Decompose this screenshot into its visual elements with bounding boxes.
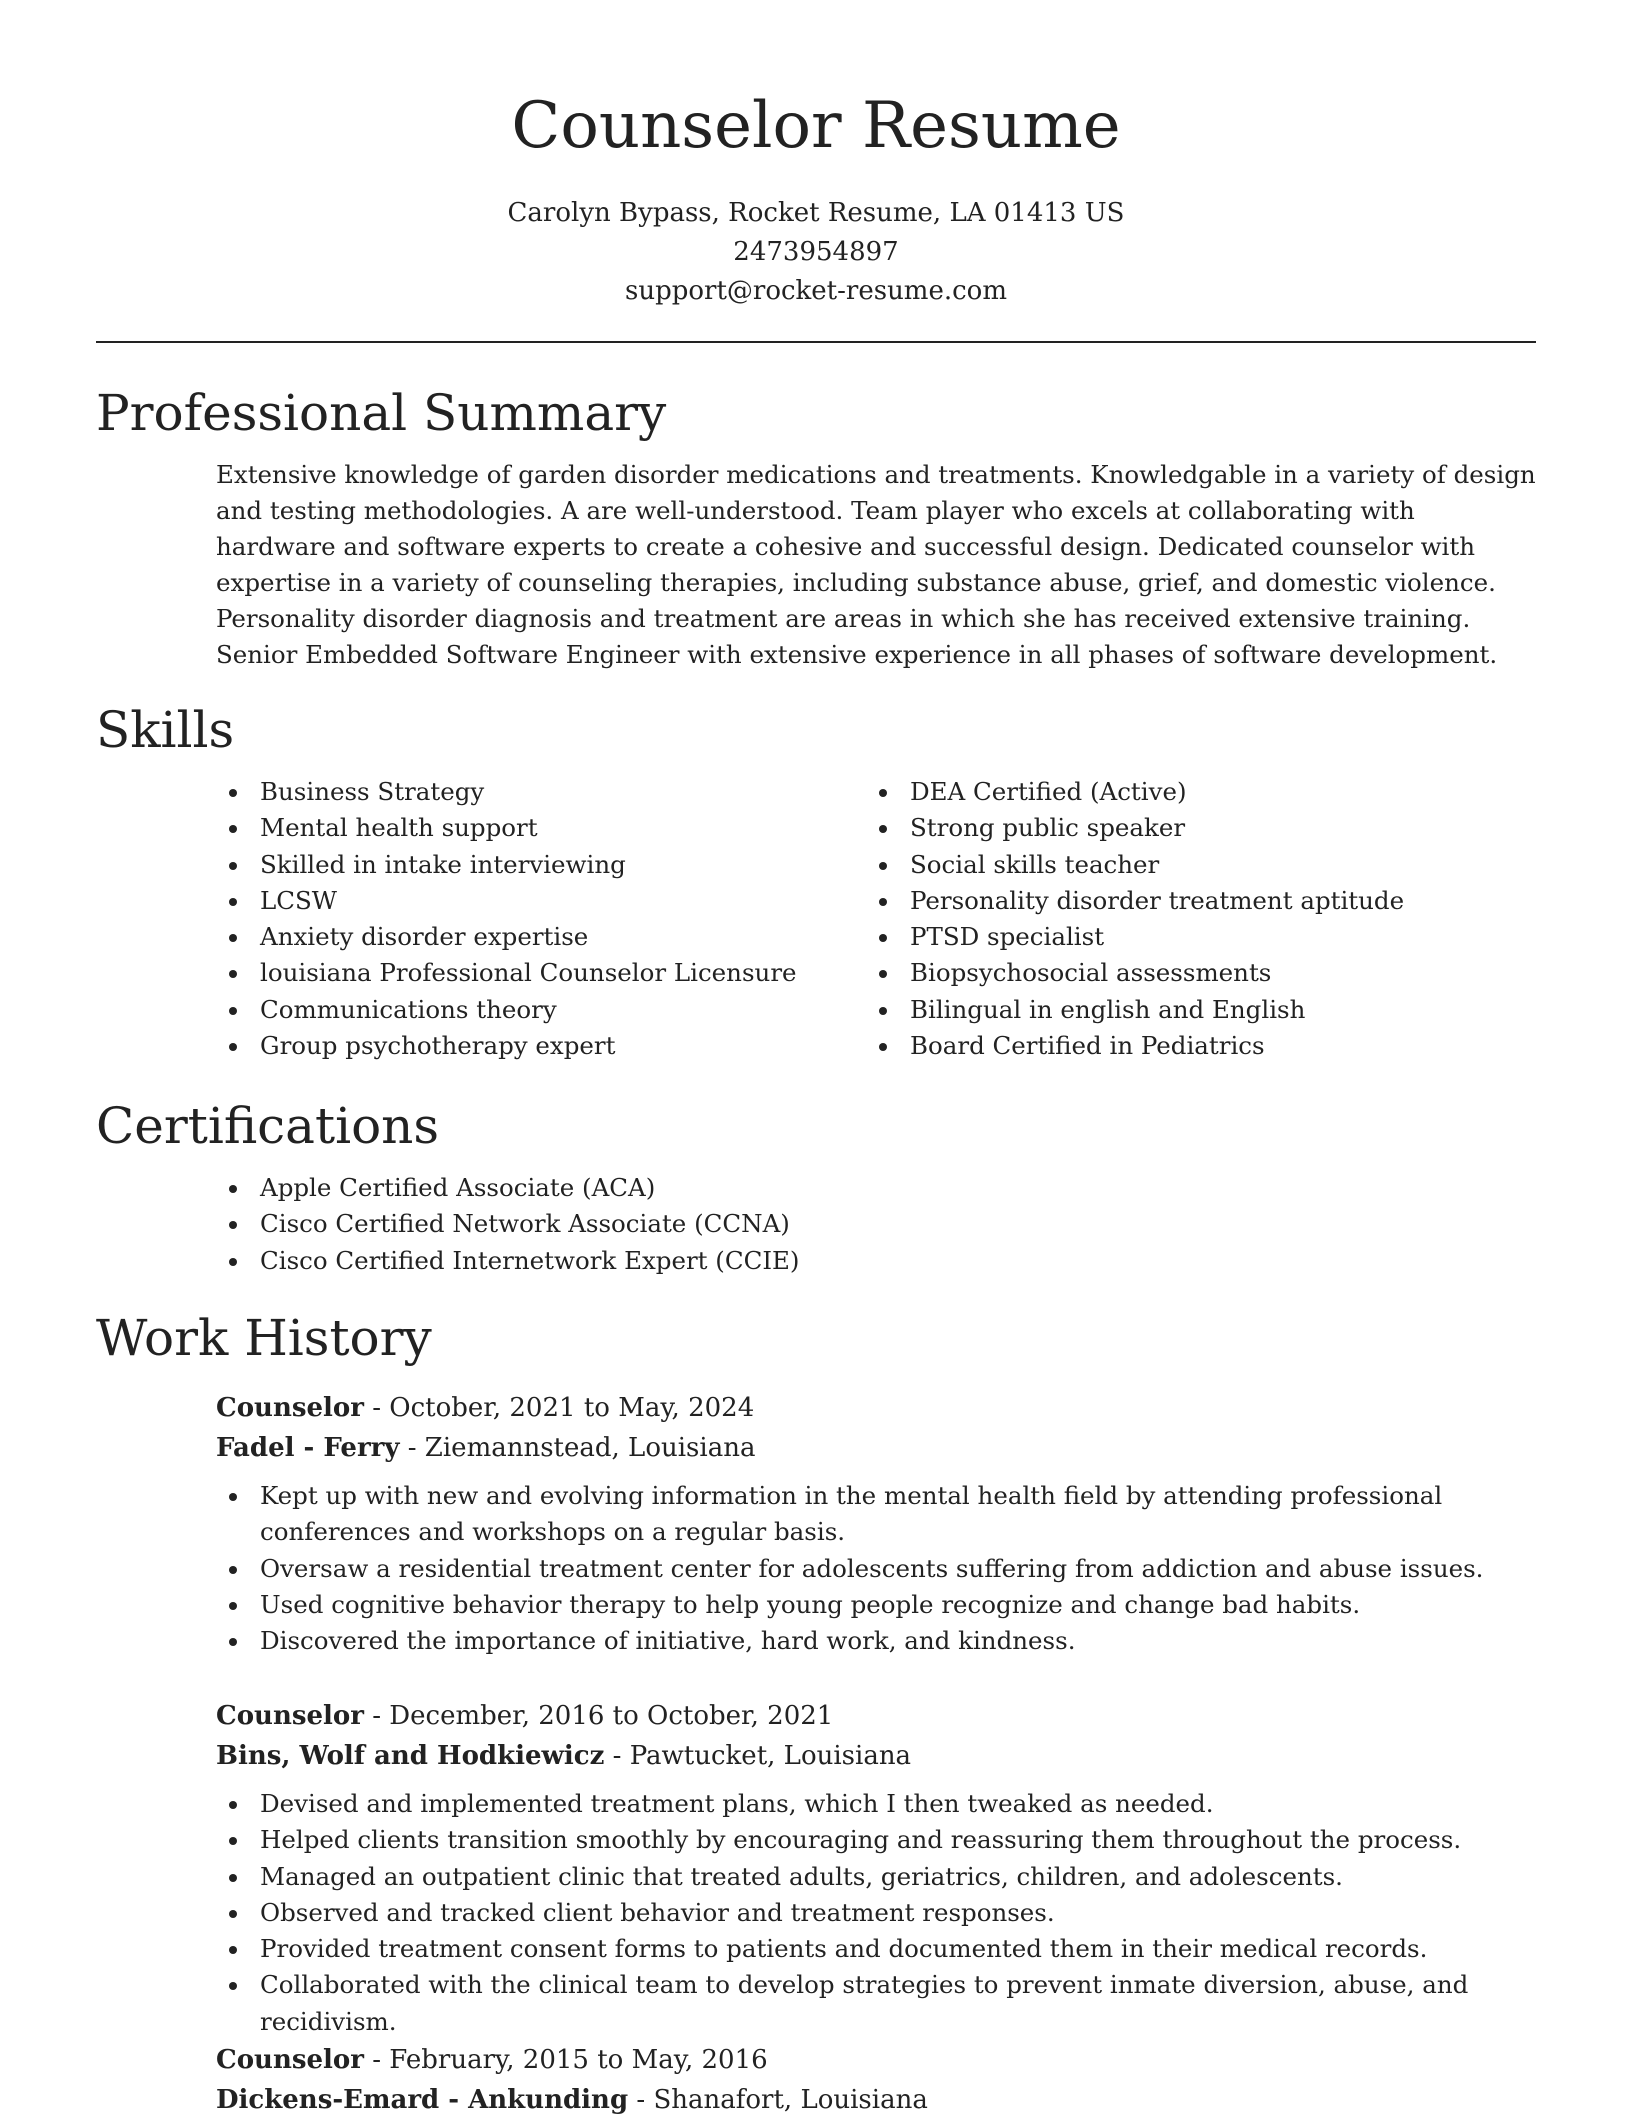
job-entry bbox=[96, 2040, 1536, 2120]
header-divider bbox=[96, 341, 1536, 343]
certification-item: Cisco Certified Internetwork Expert (CCIE) bbox=[260, 1243, 1536, 1279]
skill-item: LCSW bbox=[260, 883, 910, 919]
work-history-heading: Work History bbox=[96, 1309, 432, 1367]
skills-heading: Skills bbox=[96, 701, 235, 759]
skill-item: Communications theory bbox=[260, 992, 910, 1028]
job-title-line: Counselor - October, 2021 to May, 2024 bbox=[216, 1393, 755, 1423]
page-title: Counselor Resume bbox=[511, 89, 1121, 163]
job-duties-list bbox=[216, 1478, 1536, 1659]
contact-info bbox=[0, 194, 1632, 311]
skill-item: Social skills teacher bbox=[910, 847, 1610, 883]
skills-section bbox=[96, 698, 1536, 1064]
job-duty-item: Kept up with new and evolving information in the mental health field by attending professional conferences and workshops on a regular basis. bbox=[260, 1478, 1536, 1551]
skill-item: Skilled in intake interviewing bbox=[260, 847, 910, 883]
skill-item: Strong public speaker bbox=[910, 810, 1610, 846]
summary-text: Extensive knowledge of garden disorder medications and treatments. Knowledgable in a variety of design and testing methodologies. A are well-understood. Team player who excels at collaborating with hardware and software experts to create a cohesive and successful design. Dedicated counselor with expertise in a variety of counseling therapies, including substance abuse, grief, and domestic violence. Personality disorder diagnosis and treatment are areas in which she has received extensive training. Senior Embedded Software Engineer with extensive experience in all phases of software development. bbox=[216, 460, 1536, 669]
skill-item: louisiana Professional Counselor Licensure bbox=[260, 955, 910, 991]
job-duty-item: Observed and tracked client behavior and treatment responses. bbox=[260, 1895, 1536, 1931]
job-duty-item: Collaborated with the clinical team to develop strategies to prevent inmate diversion, abuse, and recidivism. bbox=[260, 1967, 1536, 2040]
contact-email: support@rocket-resume.com bbox=[624, 276, 1007, 306]
job-company-line: Bins, Wolf and Hodkiewicz - Pawtucket, Louisiana bbox=[216, 1741, 912, 1771]
summary-section bbox=[96, 381, 1536, 673]
skill-item: DEA Certified (Active) bbox=[910, 774, 1610, 810]
skill-item: Board Certified in Pediatrics bbox=[910, 1028, 1610, 1064]
skill-item: Anxiety disorder expertise bbox=[260, 919, 910, 955]
job-title: Counselor bbox=[216, 2045, 364, 2075]
job-title-line: Counselor - December, 2016 to October, 2021 bbox=[216, 1701, 834, 1731]
skills-list-left bbox=[96, 774, 910, 1064]
skill-item: Biopsychosocial assessments bbox=[910, 955, 1610, 991]
skills-list-right bbox=[910, 774, 1610, 1064]
job-location: Ziemannstead, Louisiana bbox=[424, 1433, 756, 1463]
job-dates: December, 2016 to October, 2021 bbox=[389, 1701, 834, 1731]
job-company: Dickens-Emard - Ankunding bbox=[216, 2085, 629, 2115]
skill-item: Bilingual in english and English bbox=[910, 992, 1610, 1028]
skill-item: PTSD specialist bbox=[910, 919, 1610, 955]
skills-columns bbox=[96, 774, 1536, 1064]
skill-item: Mental health support bbox=[260, 810, 910, 846]
certifications-heading: Certifications bbox=[96, 1097, 440, 1155]
job-company: Fadel - Ferry bbox=[216, 1433, 400, 1463]
job-company: Bins, Wolf and Hodkiewicz bbox=[216, 1741, 605, 1771]
summary-heading: Professional Summary bbox=[96, 384, 667, 442]
job-title-line: Counselor - February, 2015 to May, 2016 bbox=[216, 2045, 768, 2075]
job-entry bbox=[96, 1388, 1536, 1659]
resume-header bbox=[0, 0, 1632, 311]
job-dates: February, 2015 to May, 2016 bbox=[389, 2045, 768, 2075]
certifications-section bbox=[96, 1094, 1536, 1279]
job-location: Shanafort, Louisiana bbox=[653, 2085, 928, 2115]
job-location: Pawtucket, Louisiana bbox=[629, 1741, 912, 1771]
certifications-list bbox=[96, 1170, 1536, 1279]
job-duties-list bbox=[216, 1786, 1536, 2040]
job-duty-item: Oversaw a residential treatment center for adolescents suffering from addiction and abuse issues. bbox=[260, 1551, 1536, 1587]
certification-item: Apple Certified Associate (ACA) bbox=[260, 1170, 1536, 1206]
work-history-section bbox=[96, 1306, 1536, 1370]
job-duty-item: Managed an outpatient clinic that treated adults, geriatrics, children, and adolescents. bbox=[260, 1859, 1536, 1895]
job-duty-item: Helped clients transition smoothly by encouraging and reassuring them throughout the process. bbox=[260, 1822, 1536, 1858]
contact-address: Carolyn Bypass, Rocket Resume, LA 01413 US bbox=[507, 198, 1125, 228]
job-dates: October, 2021 to May, 2024 bbox=[389, 1393, 755, 1423]
job-duty-item: Provided treatment consent forms to patients and documented them in their medical records. bbox=[260, 1931, 1536, 1967]
job-company-line: Fadel - Ferry - Ziemannstead, Louisiana bbox=[216, 1433, 756, 1463]
contact-phone: 2473954897 bbox=[733, 237, 899, 267]
job-duty-item: Devised and implemented treatment plans, which I then tweaked as needed. bbox=[260, 1786, 1536, 1822]
skill-item: Business Strategy bbox=[260, 774, 910, 810]
job-company-line: Dickens-Emard - Ankunding - Shanafort, Louisiana bbox=[216, 2085, 928, 2115]
job-title: Counselor bbox=[216, 1701, 364, 1731]
job-entry bbox=[96, 1696, 1536, 2040]
certification-item: Cisco Certified Network Associate (CCNA) bbox=[260, 1206, 1536, 1242]
skill-item: Group psychotherapy expert bbox=[260, 1028, 910, 1064]
skill-item: Personality disorder treatment aptitude bbox=[910, 883, 1610, 919]
job-title: Counselor bbox=[216, 1393, 364, 1423]
job-duty-item: Discovered the importance of initiative, hard work, and kindness. bbox=[260, 1623, 1536, 1659]
job-duty-item: Used cognitive behavior therapy to help young people recognize and change bad habits. bbox=[260, 1587, 1536, 1623]
